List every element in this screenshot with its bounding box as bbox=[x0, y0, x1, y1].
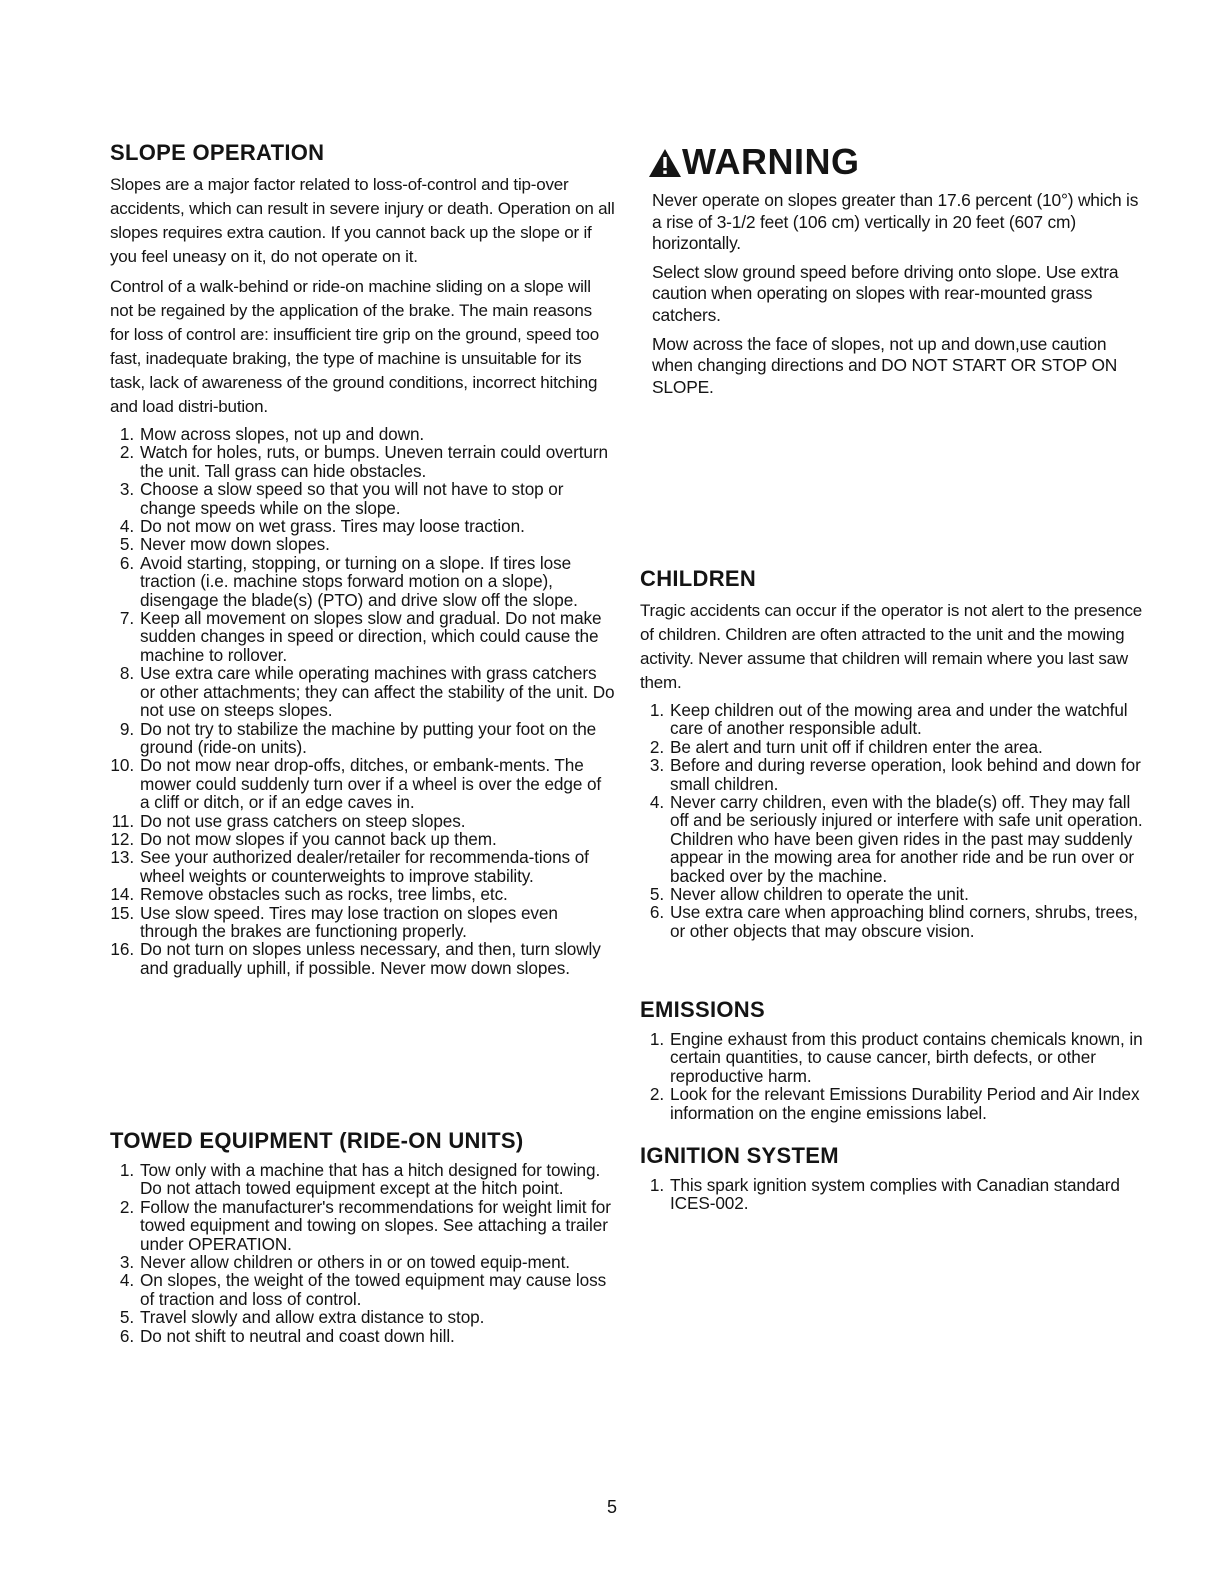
list-item bbox=[110, 609, 615, 664]
list-item bbox=[110, 720, 615, 757]
list-item-number: 16. bbox=[110, 939, 134, 960]
emissions-section bbox=[640, 997, 1145, 1122]
list-item bbox=[110, 812, 615, 830]
list-item-number: 5. bbox=[649, 884, 664, 905]
list-item-number: 15. bbox=[110, 902, 134, 923]
towed-rules-list bbox=[110, 1161, 620, 1345]
list-item-number: 2. bbox=[119, 442, 134, 463]
list-item-number: 2. bbox=[119, 1196, 134, 1217]
list-item-number: 9. bbox=[119, 718, 134, 739]
list-item-number: 3. bbox=[119, 1252, 134, 1273]
list-item-number: 3. bbox=[119, 479, 134, 500]
list-item-number: 14. bbox=[110, 884, 134, 905]
list-item-text: Tow only with a machine that has a hitch designed for towing. Do not attach towed equipment except at the hitch point. bbox=[140, 1160, 601, 1199]
list-item-number: 1. bbox=[119, 1160, 134, 1180]
list-item bbox=[110, 940, 615, 977]
emissions-heading: EMISSIONS bbox=[640, 997, 765, 1022]
warning-speed-paragraph: Select slow ground speed before driving onto slope. Use extra caution when operating on slopes with rear-mounted grass catchers. bbox=[652, 261, 1119, 325]
list-item-text: Never allow children to operate the unit. bbox=[670, 884, 969, 905]
list-item bbox=[110, 480, 615, 517]
list-item bbox=[110, 756, 615, 811]
towed-equipment-heading: TOWED EQUIPMENT (RIDE-ON UNITS) bbox=[110, 1128, 524, 1153]
slope-intro-paragraph: Slopes are a major factor related to loss-of-control and tip-over accidents, which can result in severe injury or death. Operation on all slopes requires extra caution. If you cannot back up the slope or if you feel uneasy on it, do not operate on it. bbox=[110, 175, 615, 266]
list-item bbox=[640, 1085, 1145, 1122]
warning-triangle-icon bbox=[648, 148, 682, 178]
list-item-number: 4. bbox=[649, 792, 664, 813]
list-item-text: See your authorized dealer/retailer for recommenda-tions of wheel weights or counterweights to improve stability. bbox=[140, 847, 589, 886]
list-item-number: 2. bbox=[649, 1084, 664, 1105]
list-item-number: 5. bbox=[119, 534, 134, 555]
list-item-text: Remove obstacles such as rocks, tree limbs, etc. bbox=[140, 884, 508, 905]
list-item-text: Do not use grass catchers on steep slopes. bbox=[140, 810, 466, 831]
page-number: 5 bbox=[606, 1497, 617, 1517]
list-item-text: Travel slowly and allow extra distance to stop. bbox=[140, 1307, 485, 1328]
list-item bbox=[640, 756, 1145, 793]
list-item-text: Never carry children, even with the blade(s) off. They may fall off and be seriously injured or interfere with safe unit operation. Children who have been given rides in the past may suddenly appear in the mowing area for another ride and be run over or backed over by the machine. bbox=[670, 792, 1143, 886]
list-item bbox=[110, 1161, 620, 1198]
slope-operation-section bbox=[110, 140, 615, 977]
list-item-text: Use extra care when approaching blind corners, shrubs, trees, or other objects that may obscure vision. bbox=[670, 902, 1138, 941]
list-item bbox=[640, 1030, 1145, 1085]
list-item-text: Mow across slopes, not up and down. bbox=[140, 424, 425, 444]
list-item bbox=[110, 517, 615, 535]
list-item-number: 8. bbox=[119, 663, 134, 684]
slope-rules-list bbox=[110, 425, 615, 977]
list-item-text: Never mow down slopes. bbox=[140, 534, 330, 555]
list-item bbox=[110, 1308, 620, 1326]
slope-operation-heading: SLOPE OPERATION bbox=[110, 140, 325, 165]
warning-body bbox=[652, 190, 1140, 398]
list-item bbox=[640, 1176, 1145, 1213]
children-intro-paragraph: Tragic accidents can occur if the operator is not alert to the presence of children. Children are often attracted to the unit and the mowing activity. Never assume that children will remain where you last saw them. bbox=[640, 601, 1143, 692]
towed-equipment-section bbox=[110, 1128, 620, 1345]
list-item-text: Never allow children or others in or on towed equip-ment. bbox=[140, 1252, 570, 1273]
list-item-text: Do not shift to neutral and coast down hill. bbox=[140, 1325, 455, 1346]
list-item bbox=[640, 793, 1145, 885]
children-rules-list bbox=[640, 701, 1145, 940]
list-item-text: Do not mow on wet grass. Tires may loose traction. bbox=[140, 516, 525, 537]
list-item-text: Do not mow near drop-offs, ditches, or embank-ments. The mower could suddenly turn over if a wheel is over the edge of a cliff or ditch, or if an edge caves in. bbox=[140, 755, 602, 813]
list-item bbox=[110, 885, 615, 903]
list-item-number: 10. bbox=[110, 755, 134, 776]
list-item bbox=[640, 738, 1145, 756]
emissions-list bbox=[640, 1030, 1145, 1122]
list-item-text: Follow the manufacturer's recommendations for weight limit for towed equipment and towing on slopes. See attaching a trailer under OPERATION. bbox=[140, 1196, 611, 1254]
list-item-number: 1. bbox=[649, 1029, 664, 1049]
warning-section bbox=[640, 140, 1140, 405]
list-item bbox=[110, 1198, 620, 1253]
list-item bbox=[640, 701, 1145, 738]
list-item-number: 3. bbox=[649, 755, 664, 776]
list-item-number: 7. bbox=[119, 608, 134, 629]
list-item bbox=[110, 535, 615, 553]
list-item-number: 11. bbox=[111, 810, 134, 831]
list-item-number: 6. bbox=[119, 552, 134, 573]
list-item bbox=[110, 1253, 620, 1271]
list-item-number: 1. bbox=[649, 1175, 664, 1195]
list-item-number: 12. bbox=[110, 828, 134, 849]
list-item-number: 2. bbox=[649, 736, 664, 757]
list-item bbox=[110, 425, 615, 443]
list-item bbox=[110, 554, 615, 609]
list-item-text: This spark ignition system complies with Canadian standard ICES-002. bbox=[670, 1175, 1120, 1214]
list-item bbox=[110, 1271, 620, 1308]
list-item bbox=[110, 830, 615, 848]
list-item-text: Before and during reverse operation, look behind and down for small children. bbox=[670, 755, 1141, 794]
ignition-system-section bbox=[640, 1143, 1145, 1213]
ignition-system-heading: IGNITION SYSTEM bbox=[640, 1143, 839, 1168]
list-item-text: Do not turn on slopes unless necessary, and then, turn slowly and gradually uphill, if possible. Never mow down slopes. bbox=[140, 939, 601, 978]
list-item-text: Keep children out of the mowing area and under the watchful care of another responsible adult. bbox=[670, 700, 1128, 739]
warning-direction-paragraph: Mow across the face of slopes, not up and down,use caution when changing directions and DO NOT START OR STOP ON SLOPE. bbox=[652, 333, 1118, 397]
list-item-text: Look for the relevant Emissions Durability Period and Air Index information on the engine emissions label. bbox=[670, 1084, 1140, 1123]
list-item bbox=[110, 1327, 620, 1345]
list-item-number: 4. bbox=[119, 1270, 134, 1291]
list-item bbox=[110, 664, 615, 719]
children-heading: CHILDREN bbox=[640, 566, 757, 591]
list-item-text: Use slow speed. Tires may lose traction on slopes even through the brakes are functioning properly. bbox=[140, 902, 558, 941]
list-item bbox=[640, 903, 1145, 940]
list-item-text: Avoid starting, stopping, or turning on a slope. If tires lose traction (i.e. machine stops forward motion on a slope), disengage the blade(s) (PTO) and drive slow off the slope. bbox=[140, 552, 578, 610]
list-item-number: 6. bbox=[649, 902, 664, 923]
list-item-number: 1. bbox=[119, 424, 134, 444]
list-item bbox=[110, 904, 615, 941]
list-item-text: Be alert and turn unit off if children enter the area. bbox=[670, 736, 1043, 757]
list-item bbox=[110, 848, 615, 885]
list-item-text: Do not try to stabilize the machine by putting your foot on the ground (ride-on units). bbox=[140, 718, 597, 757]
children-section bbox=[640, 566, 1145, 940]
ignition-list bbox=[640, 1176, 1145, 1213]
list-item-text: Use extra care while operating machines with grass catchers or other attachments; they can affect the stability of the unit. Do not use on steeps slopes. bbox=[140, 663, 615, 721]
list-item-text: Keep all movement on slopes slow and gradual. Do not make sudden changes in speed or direction, which could cause the machine to rollover. bbox=[140, 608, 602, 665]
list-item-number: 1. bbox=[649, 700, 664, 720]
slope-control-paragraph: Control of a walk-behind or ride-on machine sliding on a slope will not be regained by the application of the brake. The main reasons for loss of control are: insufficient tire grip on the ground, speed too fast, inadequate braking, the type of machine is unsuitable for its task, lack of awareness of the ground conditions, incorrect hitching and load distri-bution. bbox=[110, 277, 599, 416]
list-item-text: Watch for holes, ruts, or bumps. Uneven terrain could overturn the unit. Tall grass can hide obstacles. bbox=[140, 442, 608, 481]
list-item-number: 4. bbox=[119, 516, 134, 537]
list-item-text: Do not mow slopes if you cannot back up them. bbox=[140, 828, 497, 849]
warning-slope-limit-paragraph: Never operate on slopes greater than 17.6 percent (10°) which is a rise of 3-1/2 feet (106 cm) vertically in 20 feet (607 cm) horizontally. bbox=[652, 190, 1139, 254]
list-item-text: On slopes, the weight of the towed equipment may cause loss of traction and loss of control. bbox=[140, 1270, 607, 1309]
list-item-text: Choose a slow speed so that you will not have to stop or change speeds while on the slope. bbox=[140, 479, 564, 518]
list-item bbox=[110, 443, 615, 480]
warning-title: WARNING bbox=[682, 141, 860, 182]
list-item-number: 6. bbox=[119, 1325, 134, 1346]
list-item-text: Engine exhaust from this product contains chemicals known, in certain quantities, to cause cancer, birth defects, or other reproductive harm. bbox=[670, 1029, 1143, 1086]
list-item-number: 13. bbox=[110, 847, 134, 868]
list-item bbox=[640, 885, 1145, 903]
warning-header bbox=[648, 140, 1140, 182]
list-item-number: 5. bbox=[119, 1307, 134, 1328]
